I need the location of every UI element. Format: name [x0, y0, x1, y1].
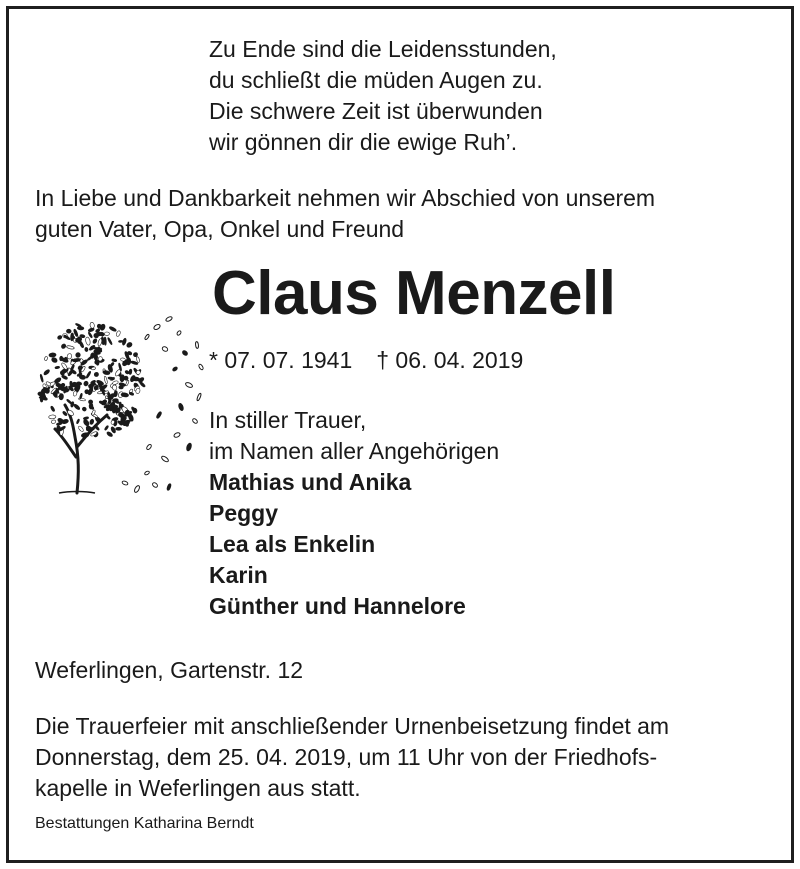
poem-line: du schließt die müden Augen zu.: [209, 67, 543, 93]
mourner-name: Peggy: [209, 500, 279, 526]
service-line: kapelle in Weferlingen aus statt.: [35, 775, 361, 801]
poem: [209, 34, 557, 158]
mourner-name: Günther und Hannelore: [209, 593, 466, 619]
poem-line: wir gönnen dir die ewige Ruh’.: [209, 129, 518, 155]
mourning-line: In stiller Trauer,: [209, 407, 367, 433]
tree-leaves-icon: [29, 297, 209, 507]
obituary-card: [6, 6, 794, 863]
mourner-name: Mathias und Anika: [209, 469, 412, 495]
deceased-name: Claus Menzell: [212, 259, 616, 328]
address: Weferlingen, Gartenstr. 12: [35, 657, 304, 683]
death-date: † 06. 04. 2019: [376, 347, 524, 373]
mourning-section: [209, 405, 499, 622]
service-line: Donnerstag, dem 25. 04. 2019, um 11 Uhr von der Friedhofs-: [35, 744, 658, 770]
intro-line: guten Vater, Opa, Onkel und Freund: [35, 216, 405, 242]
poem-line: Zu Ende sind die Leidensstunden,: [209, 36, 557, 62]
poem-line: Die schwere Zeit ist überwunden: [209, 98, 543, 124]
undertaker: Bestattungen Katharina Berndt: [35, 815, 254, 832]
service-line: Die Trauerfeier mit anschließender Urnenbeisetzung findet am: [35, 713, 670, 739]
intro-line: In Liebe und Dankbarkeit nehmen wir Abschied von unserem: [35, 185, 656, 211]
intro-text: [35, 183, 655, 245]
mourner-name: Lea als Enkelin: [209, 531, 376, 557]
mourner-name: Karin: [209, 562, 268, 588]
birth-date: * 07. 07. 1941: [209, 347, 353, 373]
service-notice: [35, 711, 775, 804]
mourning-line: im Namen aller Angehörigen: [209, 438, 500, 464]
life-dates: [209, 345, 523, 375]
